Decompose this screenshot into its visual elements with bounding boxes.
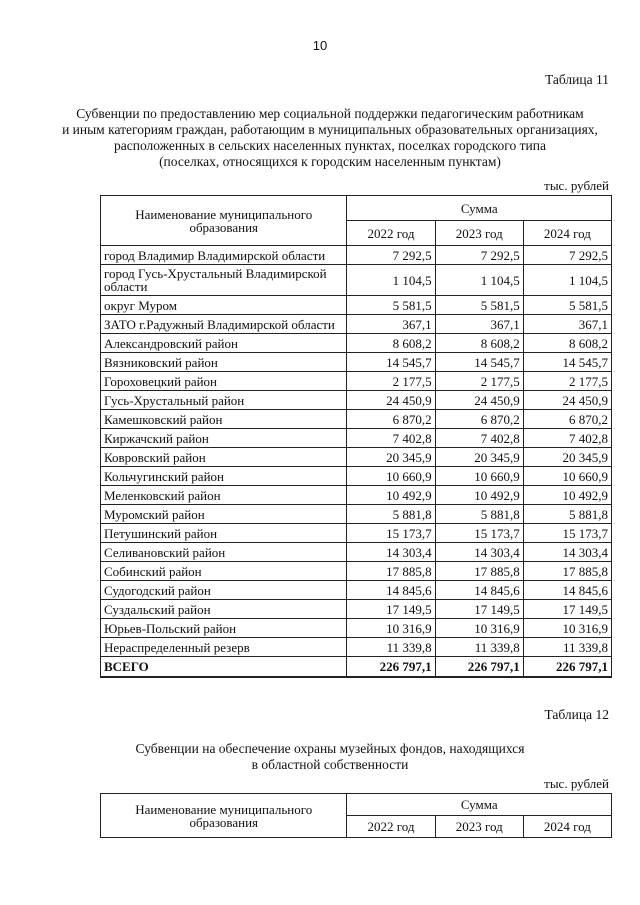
table-12-label: Таблица 12 — [544, 707, 609, 722]
title-line: (поселках, относящихся к городским населенным пунктам) — [159, 154, 501, 169]
municipality-name: Ковровский район — [101, 448, 347, 467]
header-year: 2024 год — [523, 816, 611, 838]
amount-cell: 14 545,7 — [523, 353, 611, 372]
amount-cell: 17 885,8 — [347, 562, 435, 581]
amount-cell: 14 845,6 — [435, 581, 523, 600]
title-line: Субвенции по предоставлению мер социальной поддержки педагогическим работникам — [76, 106, 584, 121]
table-12 — [100, 793, 612, 838]
table-11 — [100, 195, 612, 678]
municipality-name: Александровский район — [101, 334, 347, 353]
amount-cell: 5 881,8 — [435, 505, 523, 524]
amount-cell: 24 450,9 — [523, 391, 611, 410]
table-row — [101, 391, 612, 410]
header-name: Наименование муниципального образования — [101, 794, 347, 838]
amount-cell: 7 292,5 — [435, 246, 523, 265]
table-row — [101, 372, 612, 391]
total-row — [101, 657, 612, 678]
municipality-name: Петушинский район — [101, 524, 347, 543]
amount-cell: 11 339,8 — [523, 638, 611, 657]
table-row — [101, 296, 612, 315]
municipality-name: Судогодский район — [101, 581, 347, 600]
amount-cell: 10 316,9 — [523, 619, 611, 638]
table-row — [101, 638, 612, 657]
municipality-name: Меленковский район — [101, 486, 347, 505]
amount-cell: 2 177,5 — [435, 372, 523, 391]
amount-cell: 20 345,9 — [435, 448, 523, 467]
amount-cell: 7 402,8 — [523, 429, 611, 448]
header-year: 2022 год — [347, 816, 435, 838]
amount-cell: 8 608,2 — [435, 334, 523, 353]
amount-cell: 5 881,8 — [523, 505, 611, 524]
municipality-name: Собинский район — [101, 562, 347, 581]
total-label: ВСЕГО — [101, 657, 347, 678]
amount-cell: 10 316,9 — [347, 619, 435, 638]
header-year: 2024 год — [523, 221, 611, 246]
municipality-name: Камешковский район — [101, 410, 347, 429]
table-11-units: тыс. рублей — [544, 178, 609, 193]
amount-cell: 24 450,9 — [347, 391, 435, 410]
amount-cell: 5 581,5 — [523, 296, 611, 315]
header-year: 2023 год — [435, 816, 523, 838]
amount-cell: 367,1 — [435, 315, 523, 334]
title-line: расположенных в сельских населенных пунктах, поселках городского типа — [114, 138, 546, 153]
amount-cell: 17 149,5 — [347, 600, 435, 619]
table-12-units: тыс. рублей — [544, 776, 609, 791]
municipality-name: Кольчугинский район — [101, 467, 347, 486]
amount-cell: 2 177,5 — [523, 372, 611, 391]
amount-cell: 10 316,9 — [435, 619, 523, 638]
municipality-name: округ Муром — [101, 296, 347, 315]
municipality-name: Гороховецкий район — [101, 372, 347, 391]
total-amount: 226 797,1 — [435, 657, 523, 678]
title-line: и иным категориям граждан, работающим в муниципальных образовательных организациях, — [62, 122, 598, 137]
amount-cell: 14 545,7 — [347, 353, 435, 372]
municipality-name: город Владимир Владимирской области — [101, 246, 347, 265]
table-11-title — [60, 106, 600, 170]
table-row — [101, 600, 612, 619]
amount-cell: 2 177,5 — [347, 372, 435, 391]
amount-cell: 14 845,6 — [347, 581, 435, 600]
amount-cell: 5 581,5 — [347, 296, 435, 315]
table-11-label: Таблица 11 — [545, 72, 609, 87]
table-row — [101, 486, 612, 505]
table-row — [101, 265, 612, 296]
amount-cell: 15 173,7 — [523, 524, 611, 543]
municipality-name: Юрьев-Польский район — [101, 619, 347, 638]
municipality-name: город Гусь-Хрустальный Владимирской области — [101, 265, 347, 296]
table-row — [101, 524, 612, 543]
amount-cell: 15 173,7 — [347, 524, 435, 543]
amount-cell: 8 608,2 — [523, 334, 611, 353]
amount-cell: 10 660,9 — [523, 467, 611, 486]
municipality-name: ЗАТО г.Радужный Владимирской области — [101, 315, 347, 334]
amount-cell: 14 303,4 — [435, 543, 523, 562]
table-row — [101, 410, 612, 429]
amount-cell: 15 173,7 — [435, 524, 523, 543]
amount-cell: 1 104,5 — [435, 265, 523, 296]
amount-cell: 5 581,5 — [435, 296, 523, 315]
amount-cell: 1 104,5 — [347, 265, 435, 296]
amount-cell: 367,1 — [347, 315, 435, 334]
amount-cell: 17 149,5 — [523, 600, 611, 619]
municipality-name: Селивановский район — [101, 543, 347, 562]
amount-cell: 17 885,8 — [435, 562, 523, 581]
amount-cell: 7 292,5 — [523, 246, 611, 265]
table-row — [101, 353, 612, 372]
table-row — [101, 315, 612, 334]
amount-cell: 24 450,9 — [435, 391, 523, 410]
municipality-name: Киржачский район — [101, 429, 347, 448]
header-year: 2022 год — [347, 221, 435, 246]
header-row — [101, 794, 612, 816]
header-row — [101, 196, 612, 221]
amount-cell: 7 402,8 — [347, 429, 435, 448]
municipality-name: Нераспределенный резерв — [101, 638, 347, 657]
amount-cell: 20 345,9 — [523, 448, 611, 467]
amount-cell: 17 885,8 — [523, 562, 611, 581]
amount-cell: 10 492,9 — [435, 486, 523, 505]
amount-cell: 17 149,5 — [435, 600, 523, 619]
table-row — [101, 505, 612, 524]
table-row — [101, 467, 612, 486]
amount-cell: 10 492,9 — [523, 486, 611, 505]
title-line: в областной собственности — [251, 757, 409, 772]
title-line: Субвенции на обеспечение охраны музейных фондов, находящихся — [135, 741, 525, 756]
municipality-name: Вязниковский район — [101, 353, 347, 372]
amount-cell: 5 881,8 — [347, 505, 435, 524]
amount-cell: 11 339,8 — [435, 638, 523, 657]
table-row — [101, 429, 612, 448]
amount-cell: 10 660,9 — [435, 467, 523, 486]
amount-cell: 14 303,4 — [347, 543, 435, 562]
table-12-title — [60, 741, 600, 773]
amount-cell: 14 303,4 — [523, 543, 611, 562]
amount-cell: 10 492,9 — [347, 486, 435, 505]
table-row — [101, 448, 612, 467]
amount-cell: 1 104,5 — [523, 265, 611, 296]
header-year: 2023 год — [435, 221, 523, 246]
header-name: Наименование муниципального образования — [101, 196, 347, 246]
municipality-name: Суздальский район — [101, 600, 347, 619]
page-number: 10 — [312, 38, 328, 53]
total-amount: 226 797,1 — [523, 657, 611, 678]
amount-cell: 20 345,9 — [347, 448, 435, 467]
total-amount: 226 797,1 — [347, 657, 435, 678]
table-row — [101, 562, 612, 581]
amount-cell: 7 292,5 — [347, 246, 435, 265]
table-row — [101, 619, 612, 638]
municipality-name: Муромский район — [101, 505, 347, 524]
amount-cell: 14 845,6 — [523, 581, 611, 600]
header-sum: Сумма — [347, 196, 612, 221]
municipality-name: Гусь-Хрустальный район — [101, 391, 347, 410]
amount-cell: 6 870,2 — [435, 410, 523, 429]
amount-cell: 11 339,8 — [347, 638, 435, 657]
amount-cell: 6 870,2 — [523, 410, 611, 429]
table-row — [101, 246, 612, 265]
amount-cell: 8 608,2 — [347, 334, 435, 353]
amount-cell: 6 870,2 — [347, 410, 435, 429]
amount-cell: 10 660,9 — [347, 467, 435, 486]
amount-cell: 14 545,7 — [435, 353, 523, 372]
header-sum: Сумма — [347, 794, 612, 816]
table-row — [101, 581, 612, 600]
amount-cell: 7 402,8 — [435, 429, 523, 448]
table-row — [101, 543, 612, 562]
table-row — [101, 334, 612, 353]
amount-cell: 367,1 — [523, 315, 611, 334]
